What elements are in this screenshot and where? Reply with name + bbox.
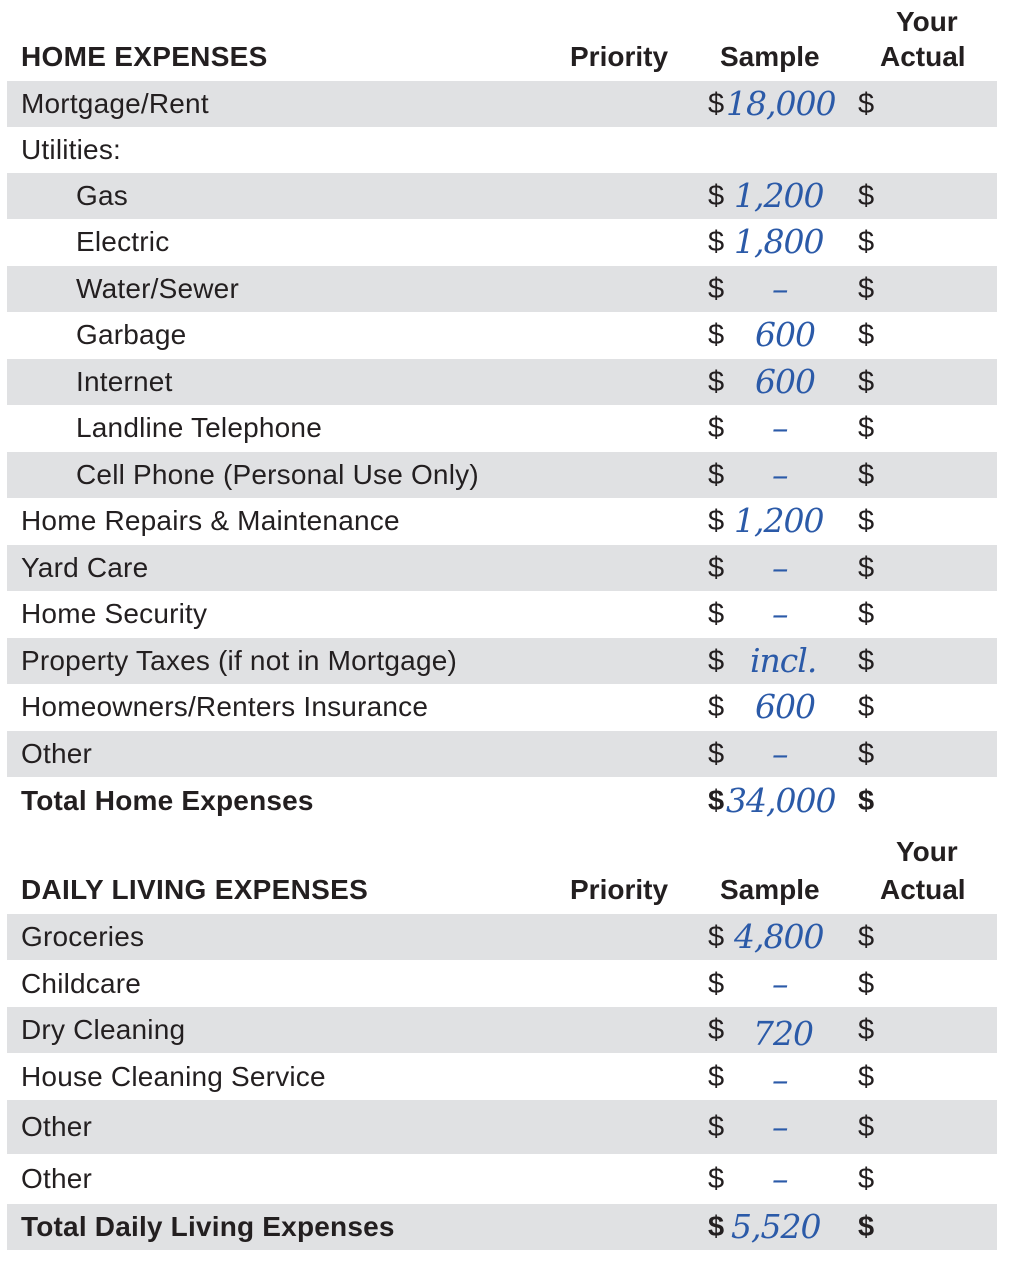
actual-column-header-line1: Your xyxy=(896,836,958,867)
currency-symbol: $ xyxy=(708,1061,725,1093)
table-row xyxy=(7,498,997,544)
table-row xyxy=(7,1154,997,1204)
total-sample-value: 5,520 xyxy=(731,1207,821,1246)
sample-value: – xyxy=(772,408,788,447)
expense-label: Internet xyxy=(76,366,173,397)
table-row xyxy=(7,731,997,777)
sample-value: – xyxy=(772,594,788,633)
total-row xyxy=(7,778,997,824)
currency-symbol: $ xyxy=(708,273,725,305)
total-row xyxy=(7,1204,997,1250)
currency-symbol: $ xyxy=(858,1014,875,1046)
sample-value: 600 xyxy=(755,315,815,354)
expense-label: Home Security xyxy=(21,598,208,629)
sample-column-header: Sample xyxy=(720,41,820,72)
currency-symbol: $ xyxy=(858,598,875,630)
currency-symbol: $ xyxy=(858,691,875,723)
expense-label: Water/Sewer xyxy=(76,273,239,304)
sample-value: – xyxy=(772,1060,788,1099)
currency-symbol: $ xyxy=(708,1163,725,1195)
currency-symbol: $ xyxy=(858,552,875,584)
currency-symbol: $ xyxy=(858,1211,875,1243)
sample-value: – xyxy=(772,269,788,308)
daily-living-expenses-title: DAILY LIVING EXPENSES xyxy=(21,874,369,905)
expense-label: Childcare xyxy=(21,968,142,999)
currency-symbol: $ xyxy=(708,505,725,537)
currency-symbol: $ xyxy=(858,1163,875,1195)
currency-symbol: $ xyxy=(708,412,725,444)
currency-symbol: $ xyxy=(858,738,875,770)
actual-column-header-line2: Actual xyxy=(880,874,966,905)
currency-symbol: $ xyxy=(858,505,875,537)
currency-symbol: $ xyxy=(858,459,875,491)
table-row xyxy=(7,452,997,498)
sample-value: 600 xyxy=(755,687,815,726)
sample-value: – xyxy=(772,455,788,494)
total-sample-value: 34,000 xyxy=(726,781,836,820)
expense-label: Electric xyxy=(76,226,170,257)
table-row xyxy=(7,266,997,312)
currency-symbol: $ xyxy=(708,738,725,770)
sample-value: – xyxy=(772,1159,788,1198)
actual-column-header-line2: Actual xyxy=(880,41,966,72)
currency-symbol: $ xyxy=(858,180,875,212)
currency-symbol: $ xyxy=(708,319,725,351)
currency-symbol: $ xyxy=(858,785,875,817)
currency-symbol: $ xyxy=(708,1014,725,1046)
table-row xyxy=(7,405,997,451)
priority-column-header: Priority xyxy=(570,41,669,72)
expense-label: Other xyxy=(21,1111,93,1142)
sample-value: – xyxy=(772,964,788,1003)
currency-symbol: $ xyxy=(858,1061,875,1093)
expense-label: Landline Telephone xyxy=(76,412,322,443)
sample-value: – xyxy=(772,734,788,773)
table-row xyxy=(7,638,997,684)
currency-symbol: $ xyxy=(858,921,875,953)
home-expenses-title: HOME EXPENSES xyxy=(21,41,268,72)
sample-column-header: Sample xyxy=(720,874,820,905)
sample-value: 1,800 xyxy=(734,222,824,261)
sample-value: incl. xyxy=(750,641,817,680)
table-row xyxy=(7,81,997,127)
currency-symbol: $ xyxy=(858,273,875,305)
sample-value: 600 xyxy=(755,362,815,401)
table-row xyxy=(7,961,997,1007)
expense-label: Property Taxes (if not in Mortgage) xyxy=(21,645,458,676)
table-row xyxy=(7,359,997,405)
sample-value: 1,200 xyxy=(734,176,824,215)
currency-symbol: $ xyxy=(858,1111,875,1143)
expense-label: Garbage xyxy=(76,319,187,350)
expense-label: Utilities: xyxy=(21,134,122,165)
currency-symbol: $ xyxy=(708,366,725,398)
total-label: Total Home Expenses xyxy=(21,785,314,816)
currency-symbol: $ xyxy=(858,412,875,444)
table-row xyxy=(7,545,997,591)
expense-label: Home Repairs & Maintenance xyxy=(21,505,400,536)
table-row xyxy=(7,1100,997,1154)
expense-label: Dry Cleaning xyxy=(21,1014,186,1045)
expense-label: Homeowners/Renters Insurance xyxy=(21,691,429,722)
sample-value: – xyxy=(772,548,788,587)
currency-symbol: $ xyxy=(858,645,875,677)
priority-column-header: Priority xyxy=(570,874,669,905)
currency-symbol: $ xyxy=(708,968,725,1000)
table-row xyxy=(7,219,997,265)
expense-label: Other xyxy=(21,738,93,769)
expense-label: Mortgage/Rent xyxy=(21,88,209,119)
sample-value: 1,200 xyxy=(734,501,824,540)
sample-value: 4,800 xyxy=(734,917,824,956)
currency-symbol: $ xyxy=(708,1111,725,1143)
expense-label: Cell Phone (Personal Use Only) xyxy=(76,459,479,490)
currency-symbol: $ xyxy=(708,226,725,258)
currency-symbol: $ xyxy=(858,968,875,1000)
sample-value: – xyxy=(772,1107,788,1146)
actual-column-header-line1: Your xyxy=(896,6,958,37)
table-row xyxy=(7,173,997,219)
currency-symbol: $ xyxy=(708,921,725,953)
currency-symbol: $ xyxy=(858,226,875,258)
table-row xyxy=(7,684,997,730)
currency-symbol: $ xyxy=(708,552,725,584)
expense-label: Other xyxy=(21,1163,93,1194)
currency-symbol: $ xyxy=(708,1211,725,1243)
expense-label: Groceries xyxy=(21,921,145,952)
currency-symbol: $ xyxy=(708,598,725,630)
currency-symbol: $ xyxy=(708,691,725,723)
table-row xyxy=(7,1054,997,1100)
expense-label: Yard Care xyxy=(21,552,149,583)
currency-symbol: $ xyxy=(708,180,725,212)
currency-symbol: $ xyxy=(858,366,875,398)
expense-label: Gas xyxy=(76,180,128,211)
table-row xyxy=(7,127,997,173)
currency-symbol: $ xyxy=(858,88,875,120)
total-label: Total Daily Living Expenses xyxy=(21,1211,395,1242)
table-row xyxy=(7,914,997,960)
currency-symbol: $ xyxy=(708,645,725,677)
currency-symbol: $ xyxy=(858,319,875,351)
currency-symbol: $ xyxy=(708,785,725,817)
expense-label: House Cleaning Service xyxy=(21,1061,326,1092)
sample-value: 18,000 xyxy=(726,84,836,123)
table-row xyxy=(7,591,997,637)
table-row xyxy=(7,312,997,358)
currency-symbol: $ xyxy=(708,88,725,120)
currency-symbol: $ xyxy=(708,459,725,491)
sample-value: 720 xyxy=(753,1014,813,1053)
table-row xyxy=(7,1007,997,1053)
